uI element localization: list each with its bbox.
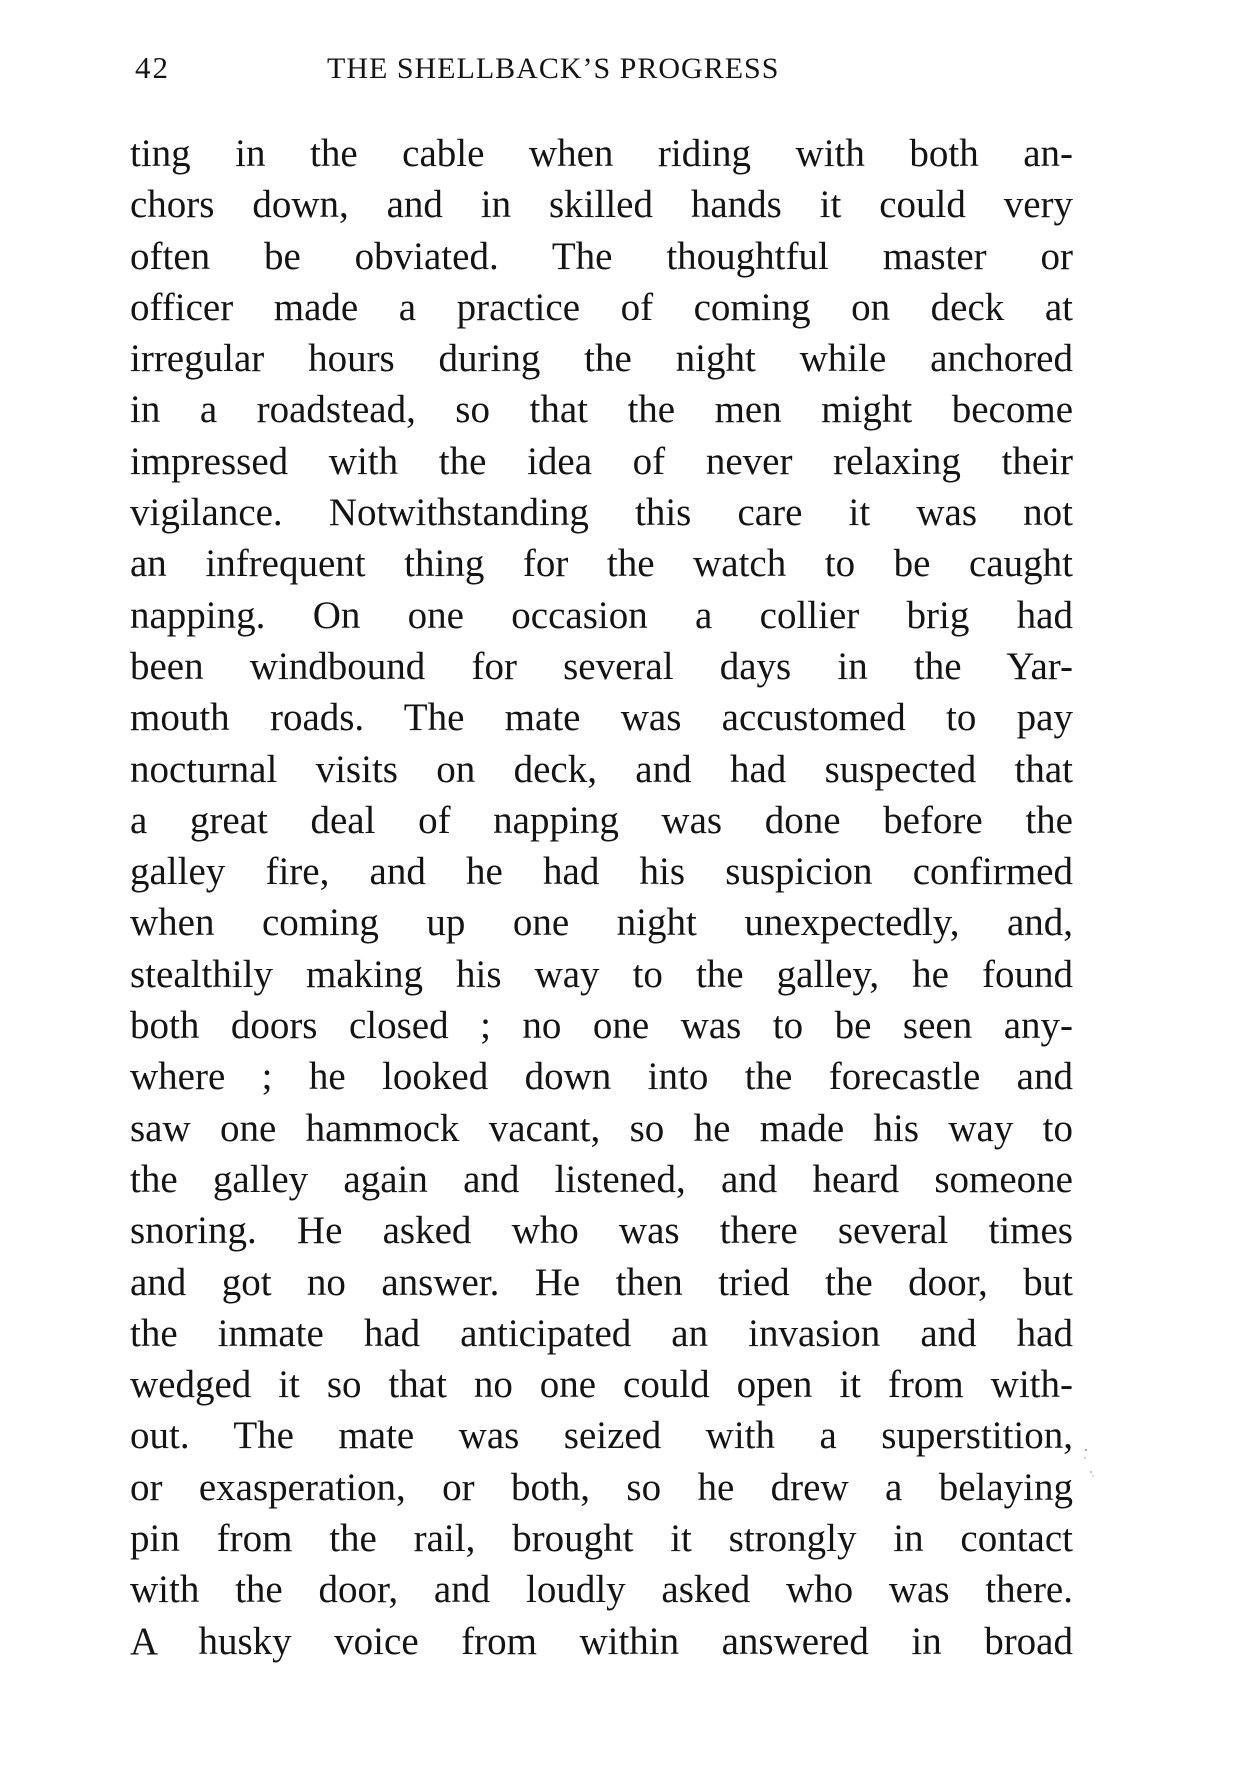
text-line: irregular hours during the night while anchored [130,337,1073,381]
page-number: 42 [135,50,170,85]
text-line: officer made a practice of coming on deck at [130,285,1073,329]
text-line: snoring. He asked who was there several times [130,1209,1073,1253]
text-line: stealthily making his way to the galley, he found [130,952,1073,996]
text-line: ting in the cable when riding with both an- [130,132,1073,175]
text-line: where ; he looked down into the forecastle and [130,1055,1073,1099]
scan-speck-marks [1083,1446,1095,1486]
text-line: both doors closed ; no one was to be seen any- [130,1004,1073,1048]
text-line: chors down, and in skilled hands it could very [130,183,1073,227]
running-title: THE SHELLBACK’S PROGRESS [327,52,780,85]
running-header [135,50,1065,100]
text-line: an infrequent thing for the watch to be caught [130,542,1073,586]
text-line: napping. On one occasion a collier brig had [130,593,1073,637]
body-text [130,128,1073,1667]
text-line: been windbound for several days in the Yar- [130,644,1073,688]
text-line: the galley again and listened, and heard someone [130,1157,1073,1201]
text-line: A husky voice from within answered in broad [130,1619,1073,1663]
text-line: the inmate had anticipated an invasion and had [130,1311,1073,1355]
text-line: and got no answer. He then tried the door, but [130,1260,1073,1304]
text-line: pin from the rail, brought it strongly in contact [130,1517,1073,1561]
text-line: a great deal of napping was done before the [130,798,1073,842]
text-line: vigilance. Notwithstanding this care it was not [130,491,1073,535]
text-line: wedged it so that no one could open it from with- [130,1363,1073,1407]
text-line: mouth roads. The mate was accustomed to pay [130,696,1073,740]
text-line: in a roadstead, so that the men might become [130,388,1073,432]
text-line: with the door, and loudly asked who was there. [130,1568,1073,1612]
text-line: saw one hammock vacant, so he made his way to [130,1106,1073,1150]
text-line: impressed with the idea of never relaxing their [130,439,1073,483]
text-line: when coming up one night unexpectedly, and, [130,901,1073,945]
text-line: nocturnal visits on deck, and had suspected that [130,747,1073,791]
text-line: out. The mate was seized with a superstition, [130,1414,1073,1458]
text-line: often be obviated. The thoughtful master or [130,234,1073,278]
speck-icon [1083,1446,1095,1486]
text-line: or exasperation, or both, so he drew a belaying [130,1465,1073,1509]
text-line: galley fire, and he had his suspicion confirmed [130,850,1073,894]
